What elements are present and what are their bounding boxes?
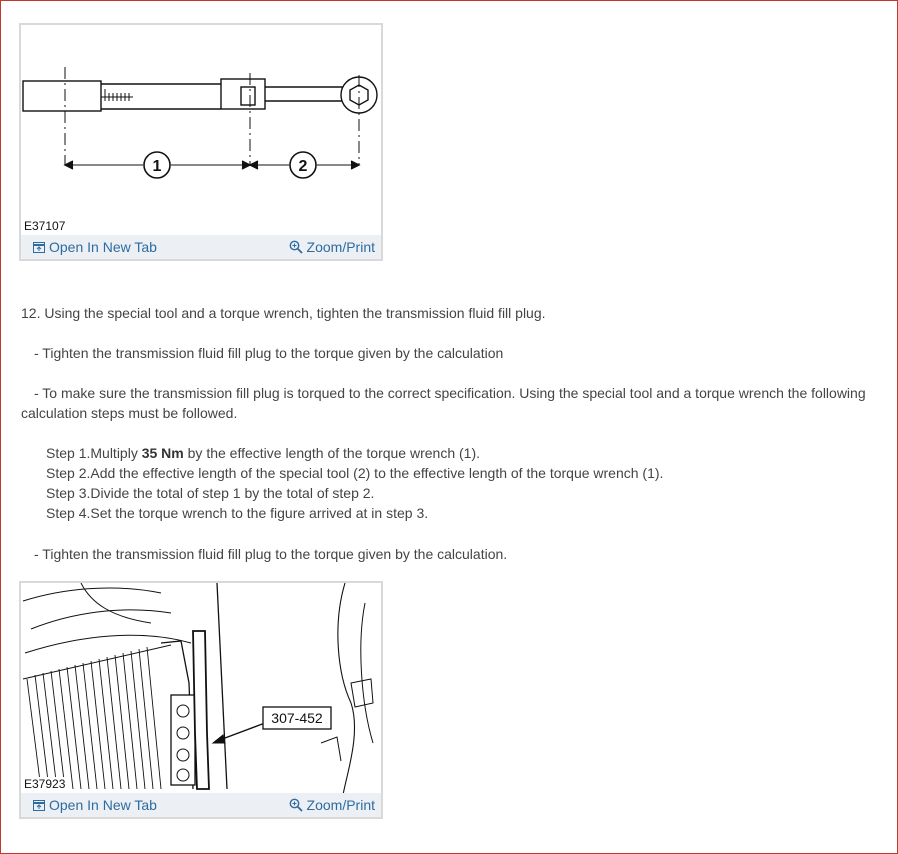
- figure-toolbar: [21, 235, 381, 259]
- open-in-new-tab-label: Open In New Tab: [49, 797, 157, 813]
- zoom-icon: [289, 798, 303, 812]
- figure-toolbar: [21, 793, 381, 817]
- open-in-new-tab-button[interactable]: [33, 797, 157, 813]
- open-in-new-tab-button[interactable]: [33, 239, 157, 255]
- bullet-torque-spec-line1: - To make sure the transmission fill plug is torqued to the correct specification. Using the special tool and a torque wrench the following: [34, 385, 866, 401]
- zoom-print-label: Zoom/Print: [306, 239, 375, 255]
- transmission-plug-illustration: [21, 583, 381, 795]
- step-heading: 12. Using the special tool and a torque wrench, tighten the transmission fluid fill plug.: [21, 305, 546, 321]
- calc-step-1-suffix: by the effective length of the torque wrench (1).: [183, 445, 480, 461]
- calc-step-1-prefix: Step 1.Multiply: [46, 445, 142, 461]
- bullet-tighten: - Tighten the transmission fluid fill plug to the torque given by the calculation: [34, 345, 504, 361]
- bullet-tighten-final: - Tighten the transmission fluid fill plug to the torque given by the calculation.: [34, 546, 508, 562]
- figure-e37107: [19, 23, 383, 261]
- callout-1: 1: [152, 158, 162, 175]
- torque-wrench-diagram: [21, 25, 381, 235]
- zoom-print-button[interactable]: [289, 797, 375, 813]
- calc-step-1: [21, 443, 480, 463]
- bullet-torque-spec-line2: calculation steps must be followed.: [21, 405, 238, 421]
- zoom-icon: [289, 240, 303, 254]
- torque-value: 35 Nm: [141, 445, 184, 461]
- figure-id: E37107: [24, 219, 66, 233]
- zoom-print-button[interactable]: [289, 239, 375, 255]
- zoom-print-label: Zoom/Print: [306, 797, 375, 813]
- open-tab-icon: [33, 800, 45, 811]
- calc-step-3: Step 3.Divide the total of step 1 by the total of step 2.: [46, 485, 375, 501]
- calc-step-4: Step 4.Set the torque wrench to the figure arrived at in step 3.: [46, 505, 429, 521]
- callout-2: 2: [298, 158, 308, 175]
- figure-id: E37923: [24, 777, 66, 791]
- open-in-new-tab-label: Open In New Tab: [49, 239, 157, 255]
- tool-number-label: 307-452: [271, 710, 323, 726]
- calc-step-2: Step 2.Add the effective length of the special tool (2) to the effective length of the torque wrench (1).: [46, 465, 664, 481]
- open-tab-icon: [33, 242, 45, 253]
- figure-e37923: [19, 581, 383, 819]
